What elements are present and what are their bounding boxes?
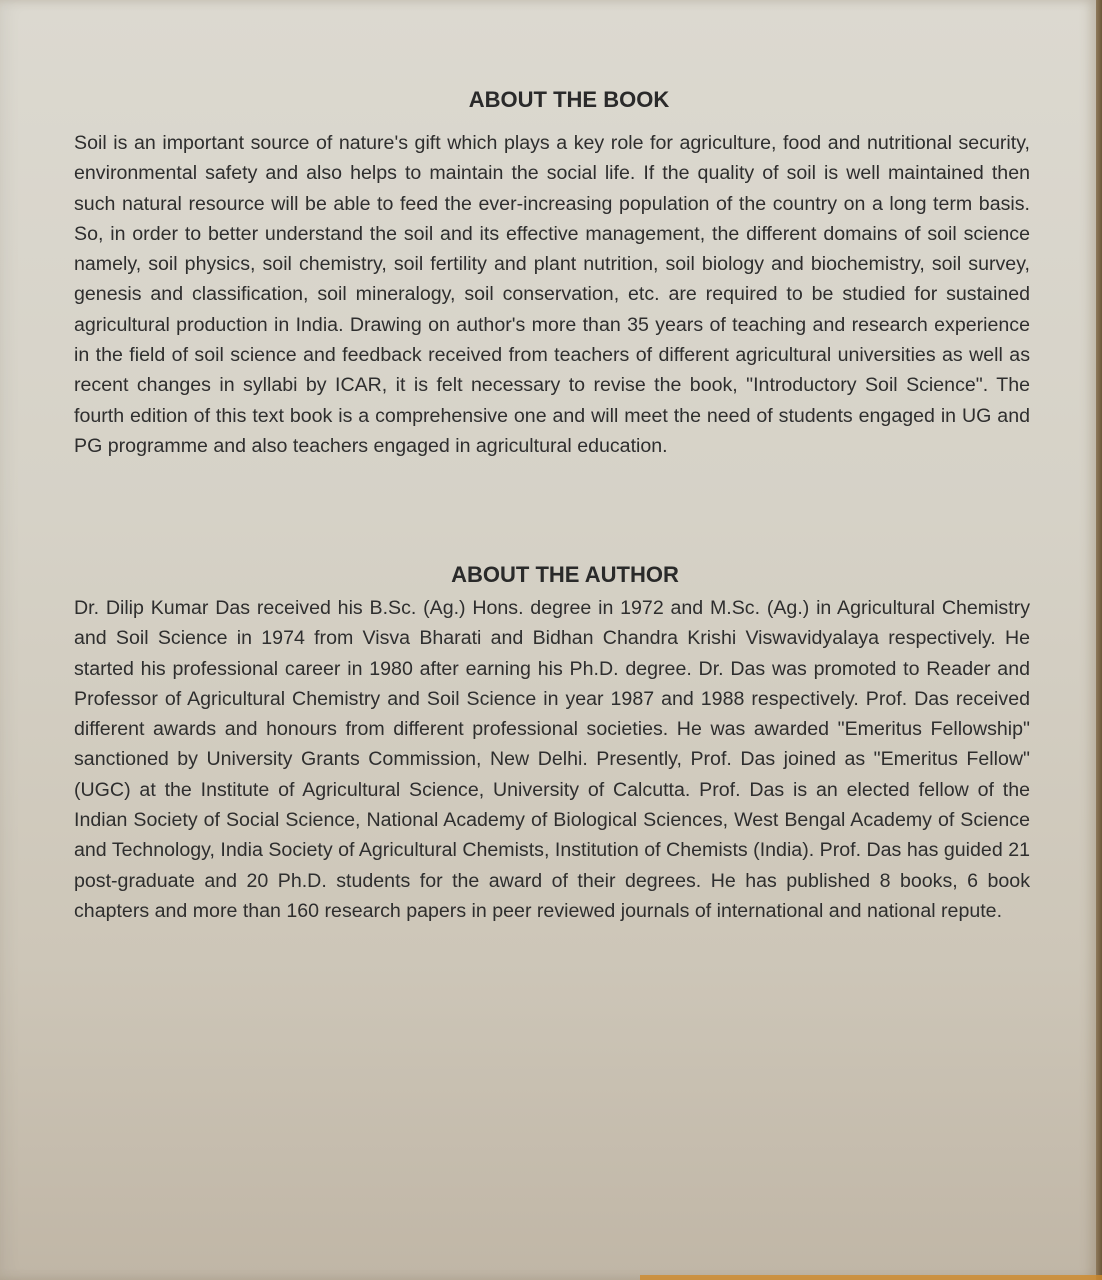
about-author-heading: ABOUT THE AUTHOR bbox=[451, 562, 679, 587]
about-book-heading: ABOUT THE BOOK bbox=[468, 87, 670, 112]
about-book-paragraph: Soil is an important source of nature's gift which plays a key role for agriculture, food and nutritional security, environmental safety and also helps to maintain the social life. If the quality of soil is well maintained then such natural resource will be able to feed the ever-increasing population of the country on a long term basis. So, in order to better understand the soil and its effective management, the different domains of soil science namely, soil physics, soil chemistry, soil fertility and plant nutrition, soil biology and biochemistry, soil survey, genesis and classification, soil mineralogy, soil conservation, etc. are required to be studied for sustained agricultural production in India. Drawing on author's more than 35 years of teaching and research experience in the field of soil science and feedback received from teachers of different agricultural universities as well as recent changes in syllabi by ICAR, it is felt necessary to revise the book, "Introductory Soil Science". The fourth edition of this text book is a comprehensive one and will meet the need of students engaged in UG and PG programme and also teachers engaged in agricultural education. bbox=[74, 132, 1030, 457]
about-author-paragraph: Dr. Dilip Kumar Das received his B.Sc. (Ag.) Hons. degree in 1972 and M.Sc. (Ag.) in Agricultural Chemistry and Soil Science in 1974 from Visva Bharati and Bidhan Chandra Krishi Viswavidyalaya respectively. He started his professional career in 1980 after earning his Ph.D. degree. Dr. Das was promoted to Reader and Professor of Agricultural Chemistry and Soil Science in year 1987 and 1988 respectively. Prof. Das received different awards and honours from different professional societies. He was awarded "Emeritus Fellowship" sanctioned by University Grants Commission, New Delhi. Presently, Prof. Das joined as "Emeritus Fellow" (UGC) at the Institute of Agricultural Science, University of Calcutta. Prof. Das is an elected fellow of the Indian Society of Social Science, National Academy of Biological Sciences, West Bengal Academy of Science and Technology, India Society of Agricultural Chemists, Institution of Chemists (India). Prof. Das has guided 21 post-graduate and 20 Ph.D. students for the award of their degrees. He has published 8 books, 6 book chapters and more than 160 research papers in peer reviewed journals of international and national repute. bbox=[74, 597, 1030, 922]
cover-bottom-edge bbox=[640, 1275, 1102, 1280]
cover-edge bbox=[1096, 0, 1102, 1280]
